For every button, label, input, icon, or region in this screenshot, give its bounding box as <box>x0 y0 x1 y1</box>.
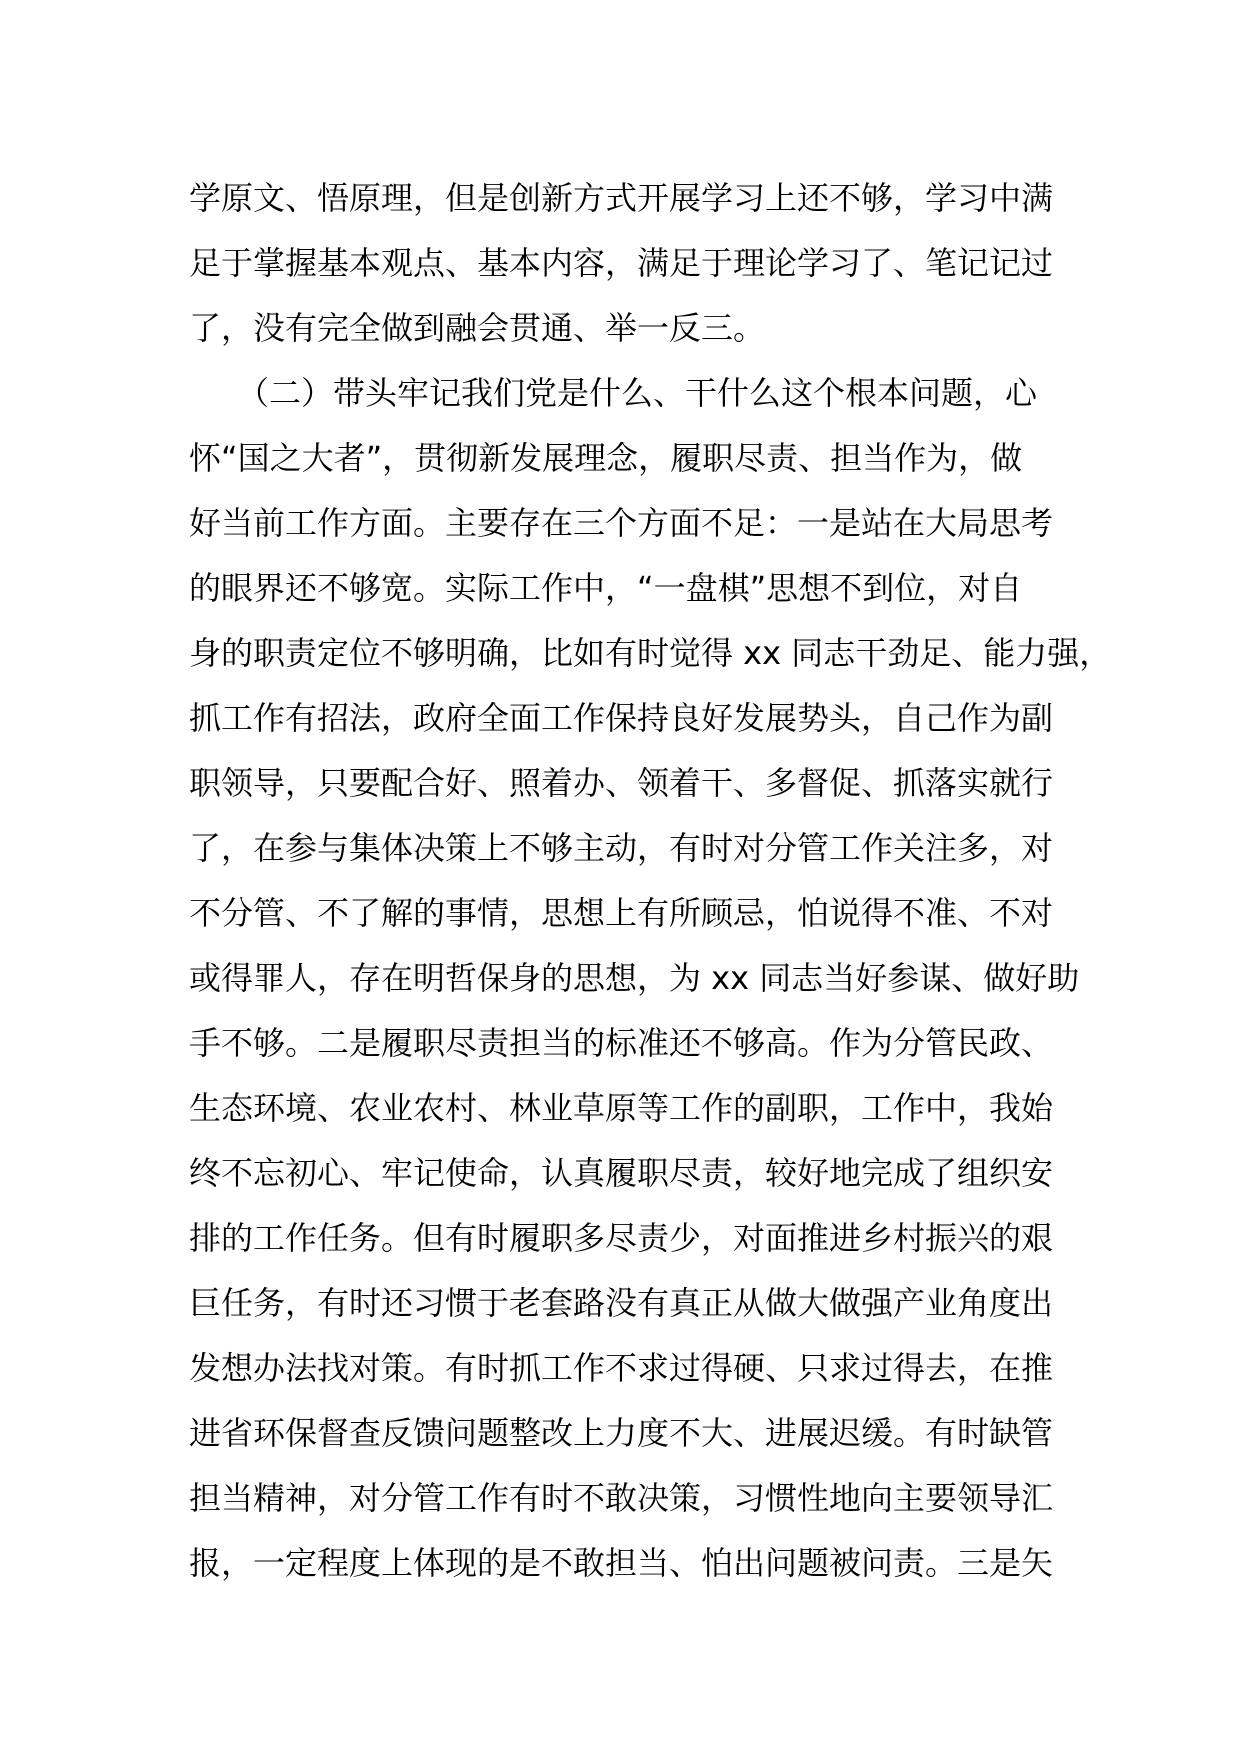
text-line: 怀“国之大者”，贯彻新发展理念，履职尽责、担当作为，做 <box>189 439 1023 477</box>
text-line: 生态环境、农业农村、林业草原等工作的副职，工作中，我始 <box>189 1089 1054 1127</box>
text-line: 职领导，只要配合好、照着办、领着干、多督促、抓落实就行 <box>189 764 1054 802</box>
text-line: 了，没有完全做到融会贯通、举一反三。 <box>189 309 766 347</box>
text-line: 或得罪人，存在明哲保身的思想，为 xx 同志当好参谋、做好助 <box>189 959 1080 997</box>
text-line: （二）带头牢记我们党是什么、干什么这个根本问题，心 <box>237 374 1038 412</box>
text-line: 的眼界还不够宽。实际工作中，“一盘棋”思想不到位，对自 <box>189 569 1023 607</box>
text-line: 手不够。二是履职尽责担当的标准还不够高。作为分管民政、 <box>189 1024 1054 1062</box>
text-line: 发想办法找对策。有时抓工作不求过得硬、只求过得去，在推 <box>189 1349 1054 1387</box>
text-line: 不分管、不了解的事情，思想上有所顾忌，怕说得不准、不对 <box>189 894 1054 932</box>
text-line: 报，一定程度上体现的是不敢担当、怕出问题被问责。三是矢 <box>189 1544 1054 1582</box>
body-text <box>189 166 1112 1596</box>
text-line: 好当前工作方面。主要存在三个方面不足：一是站在大局思考 <box>189 504 1054 542</box>
text-line: 排的工作任务。但有时履职多尽责少，对面推进乡村振兴的艰 <box>189 1219 1054 1257</box>
text-line: 学原文、悟原理，但是创新方式开展学习上还不够，学习中满 <box>189 179 1054 217</box>
text-line: 进省环保督查反馈问题整改上力度不大、进展迟缓。有时缺管 <box>189 1414 1054 1452</box>
text-line: 终不忘初心、牢记使命，认真履职尽责，较好地完成了组织安 <box>189 1154 1054 1192</box>
text-line: 了，在参与集体决策上不够主动，有时对分管工作关注多，对 <box>189 829 1054 867</box>
text-line: 担当精神，对分管工作有时不敢决策，习惯性地向主要领导汇 <box>189 1479 1054 1517</box>
text-line: 身的职责定位不够明确，比如有时觉得 xx 同志干劲足、能力强， <box>189 634 1112 672</box>
text-line: 巨任务，有时还习惯于老套路没有真正从做大做强产业角度出 <box>189 1284 1054 1322</box>
text-line: 抓工作有招法，政府全面工作保持良好发展势头，自己作为副 <box>189 699 1054 737</box>
text-line: 足于掌握基本观点、基本内容，满足于理论学习了、笔记记过 <box>189 244 1054 282</box>
